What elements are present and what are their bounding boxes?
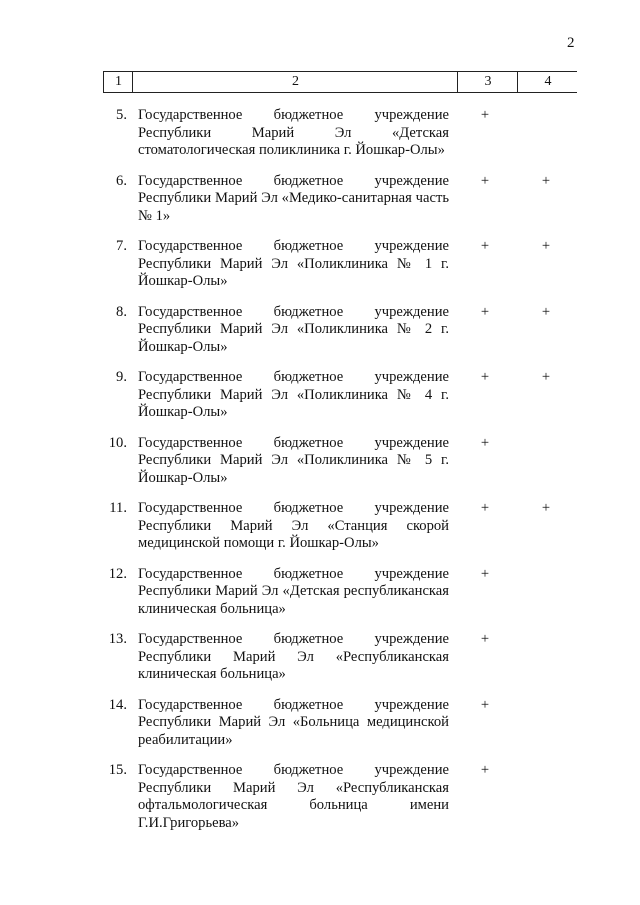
row-number: 15. [108,762,127,778]
row-number: 7. [116,238,127,254]
header-col-2: 2 [132,72,458,92]
page-number: 2 [567,35,575,51]
row-number: 10. [108,434,127,451]
col3-mark: + [480,434,490,451]
row-number: 6. [116,172,127,189]
col3-mark: + [480,631,490,647]
institution-name: Государственное бюджетное учреждение Республики Марий Эл «Поликлиника № 1 г. Йошкар-Олы» [138,238,449,289]
row-number: 8. [116,303,127,320]
col3-mark: + [480,696,490,713]
row-number: 11. [109,500,127,516]
table-row [103,762,577,831]
institution-name: Государственное бюджетное учреждение Республики Марий Эл «Поликлиника № 5 г. Йошкар-Олы» [138,434,449,486]
col3-mark: + [480,107,490,123]
table-row [103,435,577,501]
row-number: 13. [108,631,127,647]
table-header [103,71,577,93]
col3-mark: + [480,762,490,778]
institution-name: Государственное бюджетное учреждение Республики Марий Эл «Детская стоматологическая поликлиника г. Йошкар-Олы» [138,107,449,158]
table-row [103,566,577,632]
table-row [103,500,577,566]
row-number: 12. [108,565,127,582]
col4-mark: + [541,500,551,516]
table-row [103,173,577,239]
col4-mark: + [541,172,551,189]
table-row [103,631,577,697]
table-row [103,304,577,370]
institution-name: Государственное бюджетное учреждение Республики Марий Эл «Медико-санитарная часть № 1» [138,172,449,224]
row-number: 14. [108,696,127,713]
col3-mark: + [480,238,490,254]
row-number: 9. [116,369,127,385]
header-col-1: 1 [103,72,133,92]
col3-mark: + [480,303,490,320]
institution-name: Государственное бюджетное учреждение Республики Марий Эл «Больница медицинской реабилитации» [138,696,449,748]
table-row [103,107,577,173]
header-col-4: 4 [517,72,578,92]
institution-name: Государственное бюджетное учреждение Республики Марий Эл «Поликлиника № 2 г. Йошкар-Олы» [138,303,449,355]
institution-name: Государственное бюджетное учреждение Республики Марий Эл «Детская республиканская клиническая больница» [138,565,449,617]
col3-mark: + [480,500,490,516]
institution-name: Государственное бюджетное учреждение Республики Марий Эл «Станция скорой медицинской помощи г. Йошкар-Олы» [138,500,449,551]
header-col-3: 3 [457,72,518,92]
institution-name: Государственное бюджетное учреждение Республики Марий Эл «Республиканская клиническая больница» [138,631,449,682]
col4-mark: + [541,238,551,254]
col4-mark: + [541,369,551,385]
row-number: 5. [116,107,127,123]
col3-mark: + [480,172,490,189]
table-row [103,697,577,763]
col3-mark: + [480,369,490,385]
col3-mark: + [480,565,490,582]
col4-mark: + [541,303,551,320]
institution-name: Государственное бюджетное учреждение Республики Марий Эл «Поликлиника № 4 г. Йошкар-Олы» [138,369,449,420]
table-row [103,369,577,435]
institution-name: Государственное бюджетное учреждение Республики Марий Эл «Республиканская офтальмологическая больница имени Г.И.Григорьева» [138,762,449,831]
table-body [103,107,577,831]
table-row [103,238,577,304]
